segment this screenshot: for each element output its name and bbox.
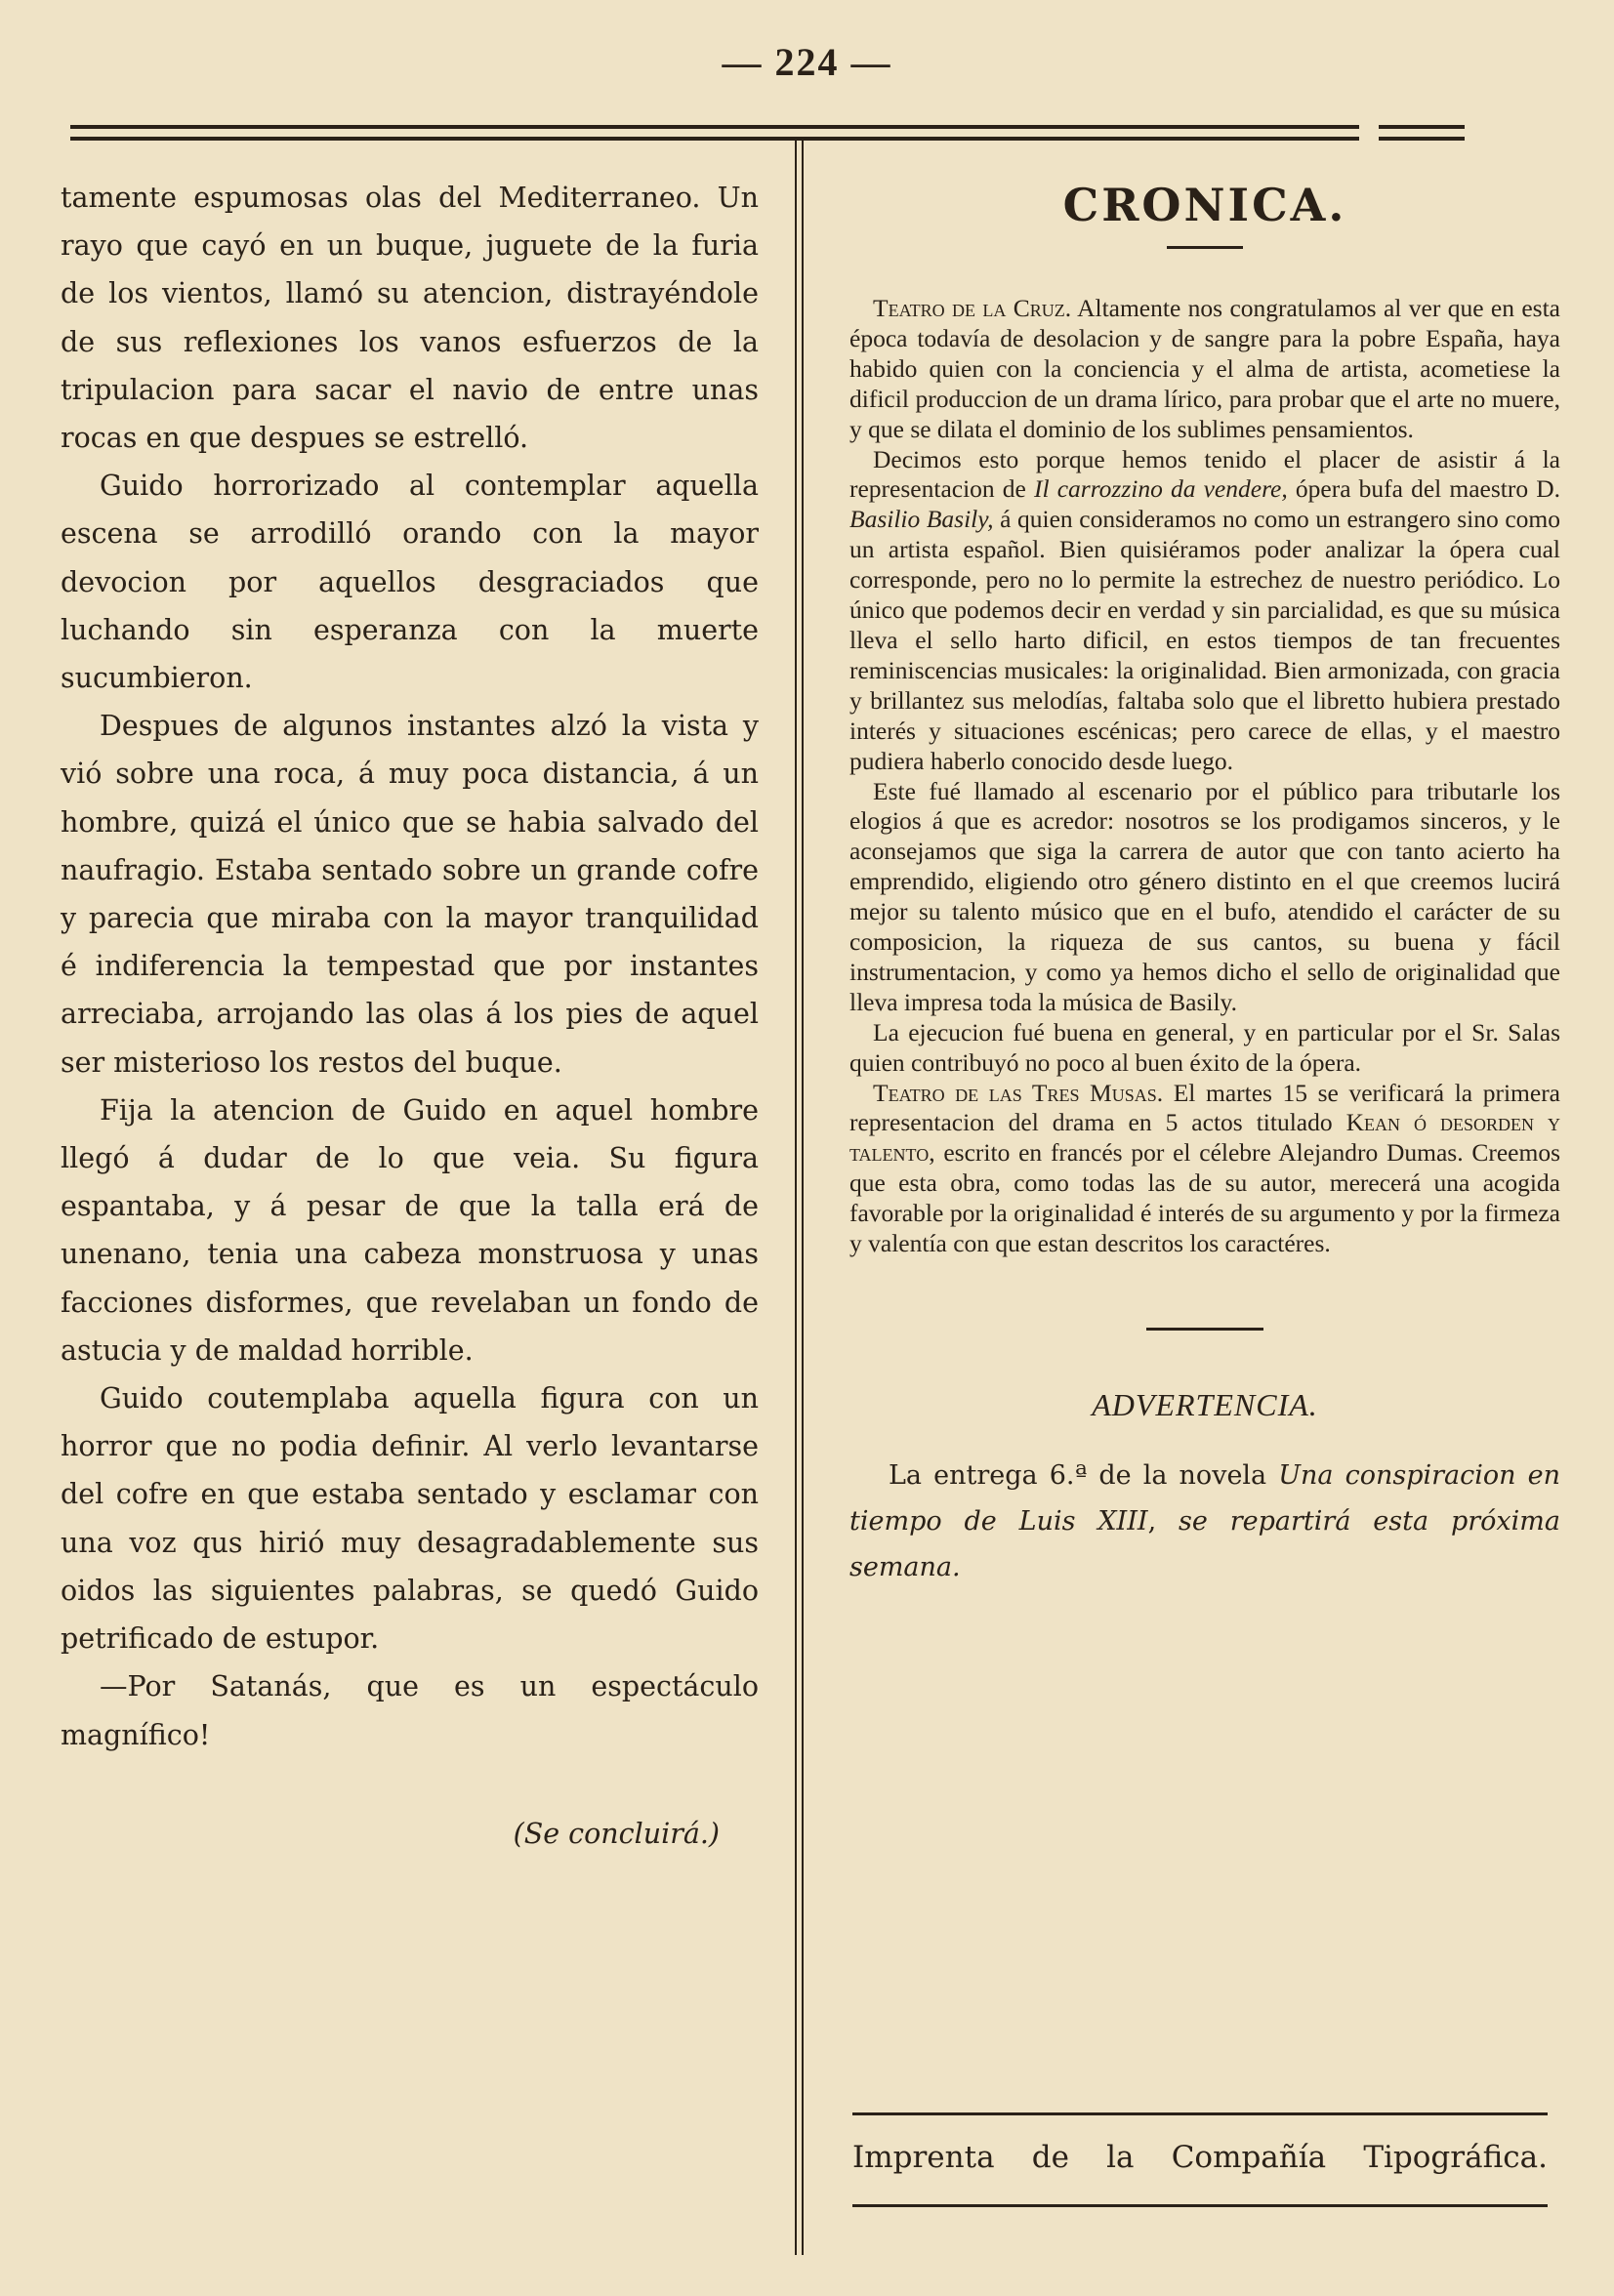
- to-be-continued-note: (Se concluirá.): [513, 1817, 720, 1850]
- novel-title: Una conspiracion en tiempo de Luis XIII: [849, 1460, 1560, 1537]
- imprint-word: Compañía: [1171, 2140, 1327, 2175]
- composer-name: Basilio Basily,: [849, 505, 994, 534]
- story-paragraph: Guido coutemplaba aquella figura con un horror que no podia definir. Al verlo levantarse del cofre en que estaba sentado y esclamar con una voz qus hirió muy desagradablemente sus oidos las siguientes palabras, se quedó Guido petrificado de estupor.: [61, 1382, 759, 1656]
- chronicle-paragraph: Este fué llamado al escenario por el público para tributarle los elogios á que es acredor: nosotros se los prodigamos sinceros, y le aconsejamos que siga la carrera de autor que con tanto acierto ha emprendido, eligiendo otro género distinto en el que creemos lucirá mejor su talento músico que en el bufo, atendido el carácter de su composicion, la riqueza de sus cantos, su buena y fácil instrumentacion, y como ya hemos dicho el sello de originalidad que lleva impresa toda la música de Basily.: [849, 776, 1560, 1016]
- notice-text: ,: [1147, 1506, 1179, 1537]
- chronicle-paragraph: [849, 1079, 1560, 1259]
- chronicle-column: [849, 176, 1560, 1617]
- opera-title: Il carrozzino da vendere,: [1034, 474, 1288, 504]
- chronicle-paragraph: La ejecucion fué buena en general, y en particular por el Sr. Salas quien contribuyó no poco al buen éxito de la ópera.: [849, 1017, 1560, 1077]
- title-underline: [1167, 246, 1243, 249]
- theatre-heading: Teatro de las Tres Musas.: [873, 1078, 1164, 1107]
- notice-title: ADVERTENCIA.: [1092, 1387, 1318, 1422]
- paragraph-text: , escrito en francés por el célebre Alejandro Dumas. Creemos que esta obra, como todas las de su autor, merecerá una acogida favorable por la originalidad é interés de su argumento y por la firmeza y valentía con que estan descritos los caractéres.: [849, 1138, 1560, 1258]
- section-title: CRONICA.: [1062, 179, 1347, 231]
- story-paragraph: Guido horrorizado al contemplar aquella escena se arrodilló orando con la mayor devocion por aquellos desgraciados que luchando sin esperanza con la muerte sucumbieron.: [61, 470, 759, 695]
- notice-body: [849, 1453, 1560, 1590]
- imprint-bottom-rule: [852, 2204, 1548, 2207]
- notice-text-italic: se repartirá esta próxima semana.: [849, 1506, 1560, 1582]
- imprint-word: Imprenta: [852, 2140, 995, 2175]
- theatre-heading: Teatro de la Cruz.: [873, 294, 1072, 322]
- paragraph-text: El martes 15 se verificará la primera representacion del drama en 5 actos titulado: [849, 1078, 1560, 1137]
- paragraph-text: Decimos esto porque hemos tenido el placer de asistir á la representacion de: [849, 444, 1560, 504]
- imprint-word: la: [1106, 2140, 1135, 2175]
- story-dialogue: —Por Satanás, que es un espectáculo magnífico!: [61, 1670, 759, 1751]
- chronicle-paragraph: [849, 294, 1560, 445]
- printer-imprint: [852, 2140, 1548, 2175]
- imprint-word: Tipográfica.: [1363, 2140, 1548, 2175]
- story-paragraph: Despues de algunos instantes alzó la vista y vió sobre una roca, á muy poca distancia, á un hombre, quizá el único que se habia salvado del naufragio. Estaba sentado sobre un grande cofre y parecia que miraba con la mayor tranquilidad é indiferencia la tempestad que por instantes arreciaba, arrojando las olas á los pies de aquel ser misterioso los restos del buque.: [61, 710, 759, 1079]
- drama-title: Kean ó desorden y talento: [849, 1108, 1560, 1168]
- imprint-top-rule: [852, 2112, 1548, 2115]
- header-double-rule: [70, 125, 1359, 141]
- section-separator: [1146, 1328, 1263, 1331]
- paragraph-text: Altamente nos congratulamos al ver que en esta época todavía de desolacion y de sangre para la pobre España, haya habido quien con la conciencia y el alma de artista, acometiese la dificil produccion de un drama lírico, para probar que el arte no muere, y que se dilata el dominio de los sublimes pensamientos.: [849, 294, 1560, 443]
- paragraph-text: á quien consideramos no como un estrangero sino como un artista español. Bien quisiéramos poder analizar la ópera cual corresponde, pero no lo permite la estrechez de nuestro periódico. Lo único que podemos decir en verdad y sin parcialidad, es que su música lleva el sello harto dificil, en estos tiempos de tan frecuentes reminiscencias musicales: la originalidad. Bien armonizada, con gracia y brillantez sus melodías, faltaba solo que el libretto hubiera prestado interés y situaciones escénicas; pero carece de ellas, y el maestro pudiera haberlo conocido desde luego.: [849, 505, 1560, 775]
- story-paragraph: tamente espumosas olas del Mediterraneo. Un rayo que cayó en un buque, juguete de la furia de los vientos, llamó su atencion, distrayéndole de sus reflexiones los vanos esfuerzos de la tripulacion para sacar el navio de entre unas rocas en que despues se estrelló.: [61, 182, 759, 455]
- chronicle-paragraph: [849, 445, 1560, 777]
- column-divider: [795, 137, 804, 2255]
- page-number: — 224 —: [722, 40, 892, 84]
- imprint-word: de: [1031, 2140, 1069, 2175]
- serial-story-column: [61, 174, 759, 1858]
- paragraph-text: ópera bufa del maestro D.: [1287, 474, 1560, 504]
- notice-text: La entrega 6.ª de la novela: [889, 1460, 1279, 1491]
- story-paragraph: Fija la atencion de Guido en aquel hombre llegó á dudar de lo que veia. Su figura espantaba, y á pesar de que la talla erá de unenano, tenia una cabeza monstruosa y unas facciones disformes, que revelaban un fondo de astucia y de maldad horrible.: [61, 1093, 759, 1367]
- header-double-rule-end: [1379, 125, 1465, 141]
- chronicle-body: [849, 294, 1560, 1259]
